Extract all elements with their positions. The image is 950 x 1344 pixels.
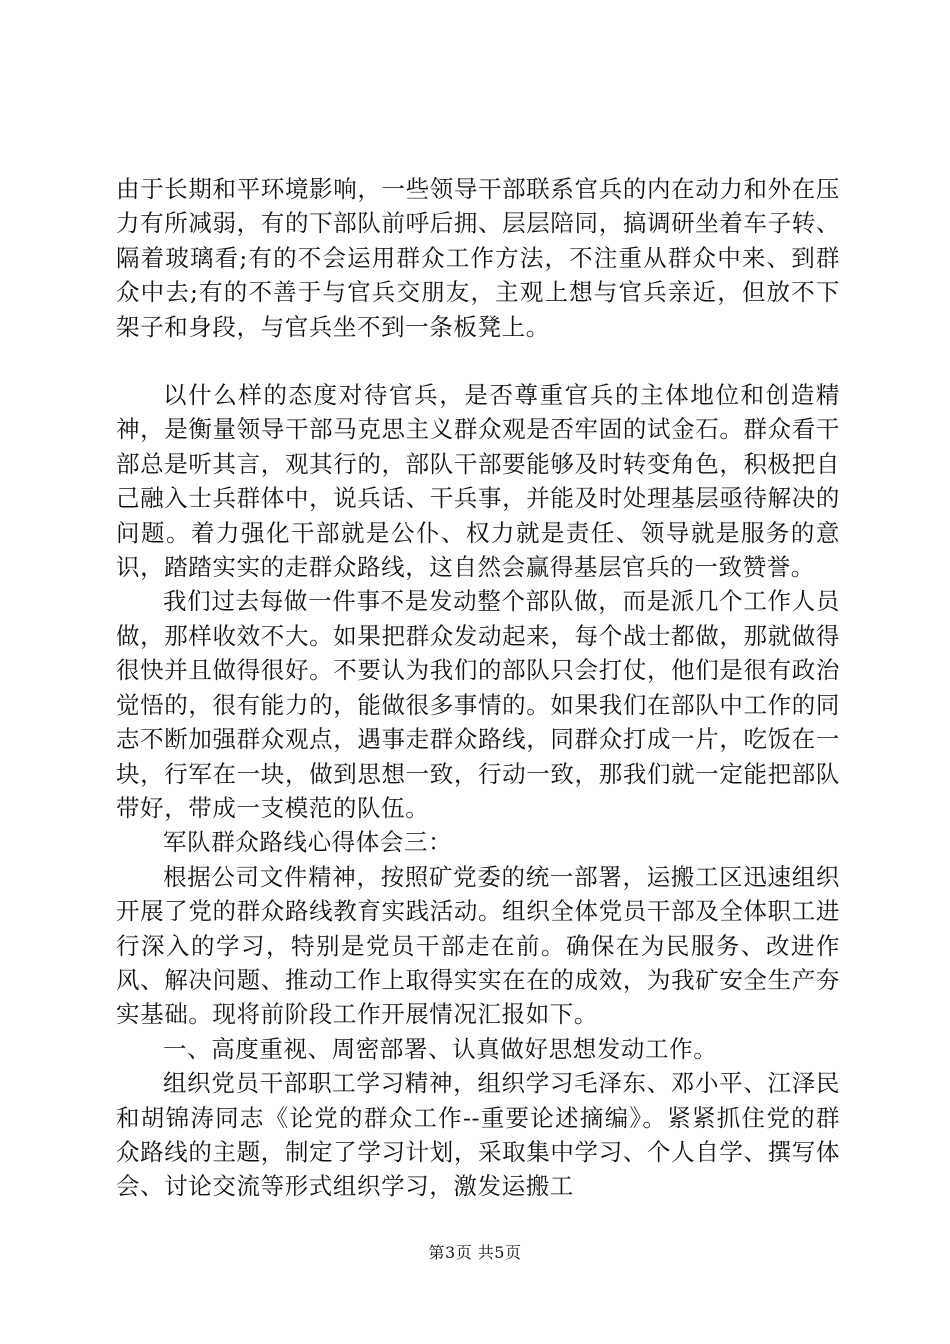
document-body <box>116 172 840 1204</box>
paragraph-2: 以什么样的态度对待官兵，是否尊重官兵的主体地位和创造精神，是衡量领导干部马克思主义群众观是否牢固的试金石。群众看干部总是听其言，观其行的，部队干部要能够及时转变角色，积极把自己融入士兵群体中，说兵话、干兵事，并能及时处理基层亟待解决的问题。着力强化干部就是公仆、权力就是责任、领导就是服务的意识，踏踏实实的走群众路线，这自然会赢得基层官兵的一致赞誉。 <box>116 381 840 582</box>
section-heading: 军队群众路线心得体会三： <box>163 828 453 857</box>
page-number-footer: 第3页 共5页 <box>428 1243 522 1262</box>
paragraph-gap <box>116 344 840 378</box>
paragraph-4: 根据公司文件精神，按照矿党委的统一部署，运搬工区迅速组织开展了党的群众路线教育实践活动。组织全体党员干部及全体职工进行深入的学习，特别是党员干部走在前。确保在为民服务、改进作风、解决问题、推动工作上取得实实在在的成效，为我矿安全生产夯实基础。现将前阶段工作开展情况汇报如下。 <box>116 862 840 1029</box>
subsection-heading: 一、高度重视、周密部署、认真做好思想发动工作。 <box>163 1034 718 1063</box>
paragraph-1: 由于长期和平环境影响，一些领导干部联系官兵的内在动力和外在压力有所减弱，有的下部队前呼后拥、层层陪同，搞调研坐着车子转、隔着玻璃看;有的不会运用群众工作方法，不注重从群众中来、到群众中去;有的不善于与官兵交朋友，主观上想与官兵亲近，但放不下架子和身段，与官兵坐不到一条板凳上。 <box>116 175 840 341</box>
paragraph-5: 组织党员干部职工学习精神，组织学习毛泽东、邓小平、江泽民和胡锦涛同志《论党的群众工作--重要论述摘编》。紧紧抓住党的群众路线的主题，制定了学习计划，采取集中学习、个人自学、撰写体会、讨论交流等形式组织学习，激发运搬工 <box>116 1069 840 1201</box>
paragraph-3: 我们过去每做一件事不是发动整个部队做，而是派几个工作人员做，那样收效不大。如果把群众发动起来，每个战士都做，那就做得很快并且做得很好。不要认为我们的部队只会打仗，他们是很有政治觉悟的，很有能力的，能做很多事情的。如果我们在部队中工作的同志不断加强群众观点，遇事走群众路线，同群众打成一片，吃饭在一块，行军在一块，做到思想一致，行动一致，那我们就一定能把部队带好，带成一支模范的队伍。 <box>116 587 840 822</box>
